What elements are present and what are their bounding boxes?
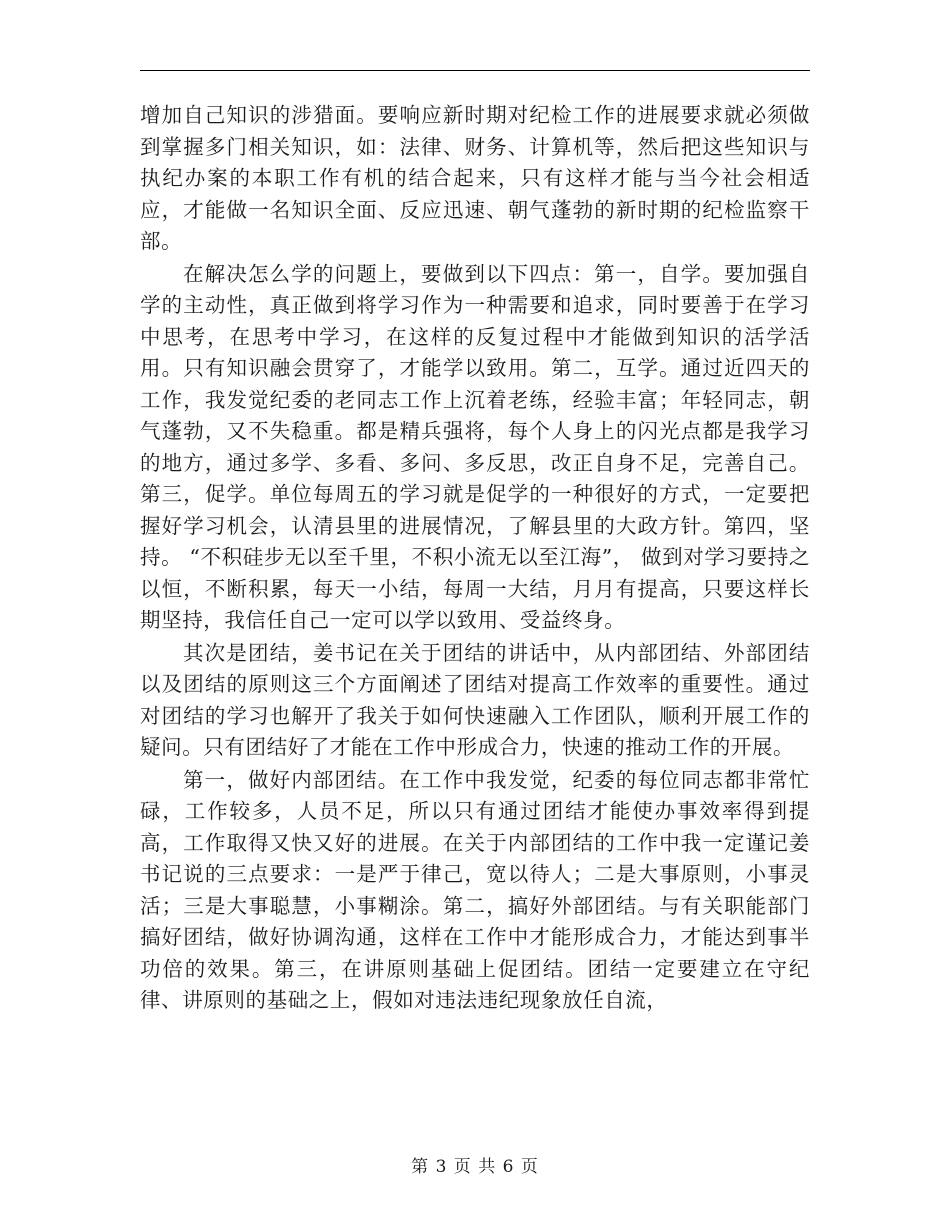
paragraph-3: 其次是团结，姜书记在关于团结的讲话中，从内部团结、外部团结以及团结的原则这三个方面阐述了团结对提高工作效率的重要性。通过对团结的学习也解开了我关于如何快速融入工作团队，顺利开展工作的疑问。只有团结好了才能在工作中形成合力，快速的推动工作的开展。 xyxy=(140,640,810,759)
paragraph-4: 第一，做好内部团结。在工作中我发觉，纪委的每位同志都非常忙碌，工作较多，人员不足，所以只有通过团结才能使办事效率得到提高，工作取得又快又好的进展。在关于内部团结的工作中我一定谨记姜书记说的三点要求：一是严于律己，宽以待人；二是大事原则，小事灵活；三是大事聪慧，小事糊涂。第二，搞好外部团结。与有关职能部门搞好团结，做好协调沟通，这样在工作中才能形成合力，才能达到事半功倍的效果。第三，在讲原则基础上促团结。团结一定要建立在守纪律、讲原则的基础之上，假如对违法违纪现象放任自流， xyxy=(140,767,810,1012)
document-body xyxy=(140,100,810,1017)
paragraph-1: 增加自己知识的涉猎面。要响应新时期对纪检工作的进展要求就必须做到掌握多门相关知识，如：法律、财务、计算机等，然后把这些知识与执纪办案的本职工作有机的结合起来，只有这样才能与当今社会相适应，才能做一名知识全面、反应迅速、朝气蓬勃的新时期的纪检监察干部。 xyxy=(140,103,810,253)
paragraph-2: 在解决怎么学的问题上，要做到以下四点：第一，自学。要加强自学的主动性，真正做到将学习作为一种需要和追求，同时要善于在学习中思考，在思考中学习，在这样的反复过程中才能做到知识的活学活用。只有知识融会贯穿了，才能学以致用。第二，互学。通过近四天的工作，我发觉纪委的老同志工作上沉着老练，经验丰富；年轻同志，朝气蓬勃，又不失稳重。都是精兵强将，每个人身上的闪光点都是我学习的地方，通过多学、多看、多问、多反思，改正自身不足，完善自己。第三，促学。单位每周五的学习就是促学的一种很好的方式，一定要把握好学习机会，认清县里的进展情况，了解县里的大政方针。第四，坚持。 “不积硅步无以至千里，不积小流无以至江海”， 做到对学习要持之以恒，不断积累，每天一小结，每周一大结，月月有提高，只要这样长期坚持，我信任自己一定可以学以致用、受益终身。 xyxy=(140,261,810,632)
header-rule xyxy=(140,70,810,71)
page-number-footer: 第 3 页 共 6 页 xyxy=(411,1157,539,1177)
